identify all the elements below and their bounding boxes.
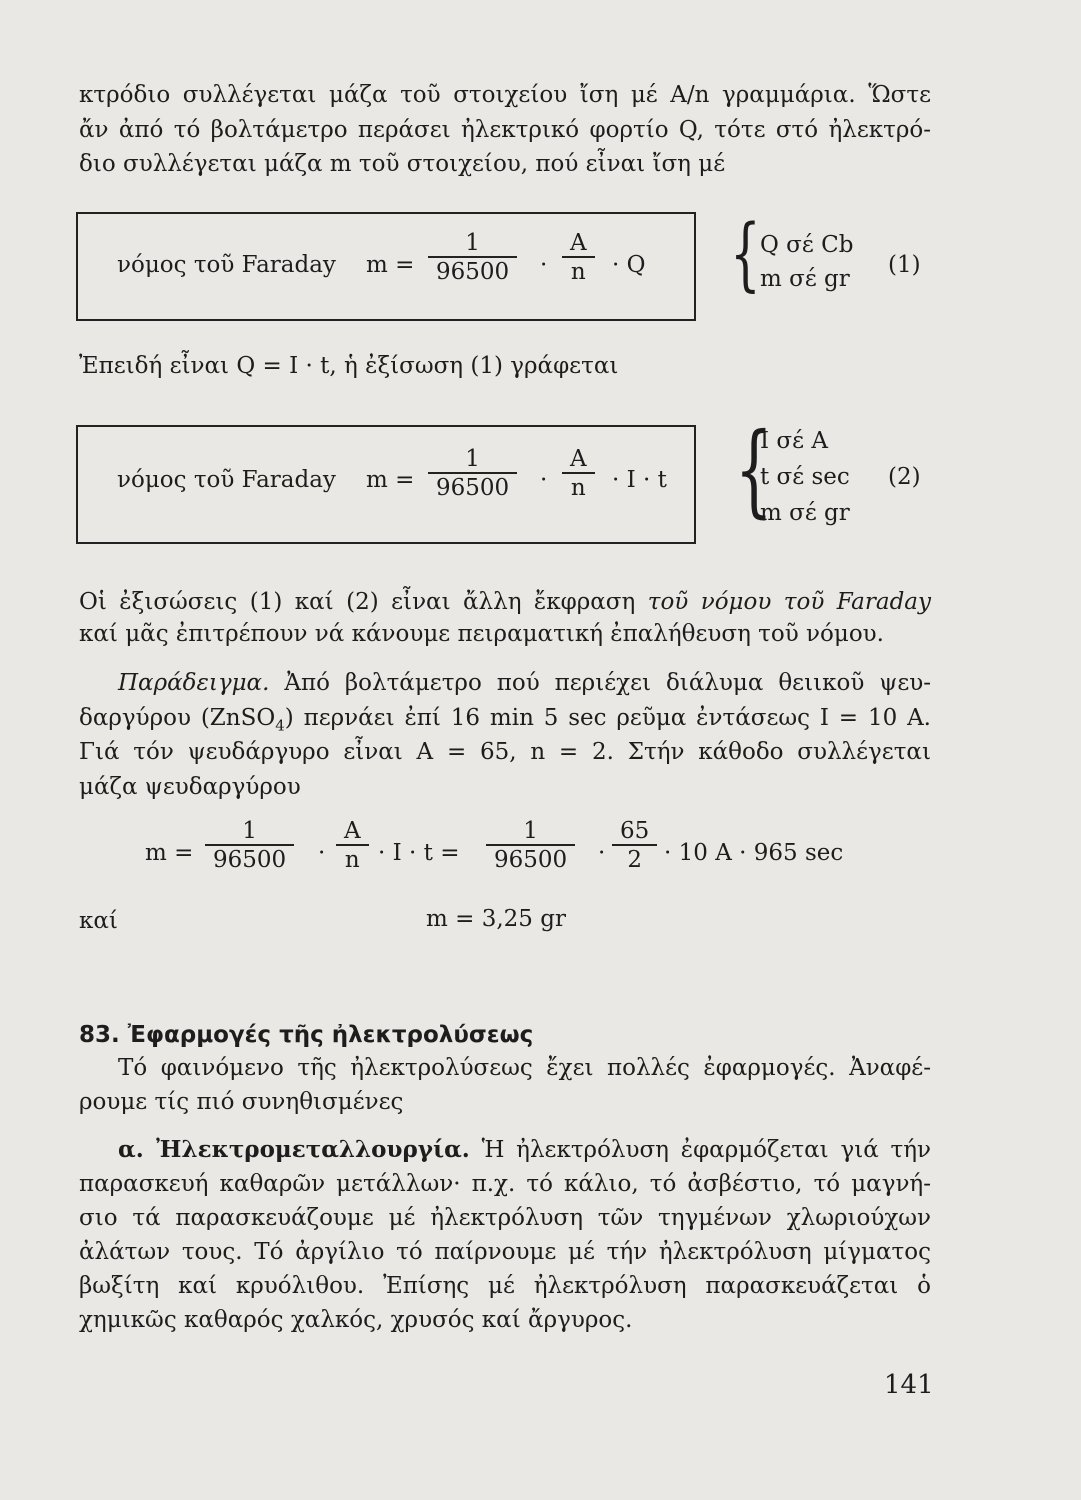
eq3-frac2-den: n [344, 847, 360, 873]
eq3-mid: · I · t = [378, 840, 460, 866]
example-text: Ἀπό βολτάμετρο πού περιέχει διάλυμα θειικοῦ ψευ- [284, 670, 931, 696]
eq3-fraction-2 [336, 818, 369, 874]
paragraph-line: κτρόδιο συλλέγεται μάζα τοῦ στοιχείου ἴση μέ A/n γραμμάρια. Ὥστε [79, 82, 931, 108]
eq3-frac4-num: 65 [620, 818, 650, 844]
item-a-line: παρασκευή καθαρῶν μετάλλων· π.χ. τό κάλιο, τό ἀσβέστιο, τό μαγνή- [79, 1171, 931, 1197]
result-value: m = 3,25 gr [426, 906, 566, 932]
item-a-line: σιο τά παρασκευάζουμε μέ ἠλεκτρόλυση τῶν τηγμένων χλωριούχων [79, 1205, 931, 1231]
eq2-dot: · [540, 467, 548, 493]
paragraph-line: Τό φαινόμενο τῆς ἠλεκτρολύσεως ἔχει πολλές ἐφαρμογές. Ἀναφέ- [118, 1055, 931, 1081]
eq3-frac3-den: 96500 [494, 847, 568, 873]
eq1-unit: Q σέ Cb [760, 232, 854, 258]
example-line [118, 668, 931, 698]
eq2-fraction-1 [428, 446, 517, 502]
eq1-frac2-den: n [570, 259, 586, 285]
eq3-fraction-1 [205, 818, 294, 874]
eq3-lhs: m = [145, 840, 194, 866]
eq1-frac1-num: 1 [465, 230, 480, 256]
item-a-line [118, 1135, 931, 1165]
page-number: 141 [884, 1370, 934, 1400]
eq1-frac1-den: 96500 [436, 259, 510, 285]
example-line: Γιά τόν ψευδάργυρο εἶναι A = 65, n = 2. Στήν κάθοδο συλλέγεται [79, 739, 931, 765]
item-a-line: ἀλάτων τους. Τό ἀργίλιο τό παίρνουμε μέ τήν ἠλεκτρόλυση μίγματος [79, 1239, 931, 1265]
eq2-fraction-2 [562, 446, 595, 502]
item-a-line: βωξίτη καί κρυόλιθου. Ἐπίσης μέ ἠλεκτρόλυση παρασκευάζεται ὁ [79, 1273, 931, 1299]
eq3-frac3-num: 1 [523, 818, 538, 844]
example-text: δαργύρου (ZnSO [79, 705, 276, 731]
eq2-unit: m σέ gr [760, 500, 850, 526]
eq2-label: νόμος τοῦ Faraday [117, 467, 336, 493]
eq1-frac2-num: A [570, 230, 587, 256]
paragraph2-italic: τοῦ νόμου τοῦ Faraday [647, 589, 931, 615]
eq1-fraction-1 [428, 230, 517, 286]
section-title: Ἐφαρμογές τῆς ἠλεκτρολύσεως [127, 1022, 534, 1048]
eq3-frac2-num: A [344, 818, 361, 844]
section-heading [79, 1022, 533, 1048]
eq2-brace: { [734, 411, 773, 528]
eq3-frac4-den: 2 [627, 847, 642, 873]
example-line [79, 703, 931, 741]
paragraph-line [79, 587, 931, 617]
section-number: 83. [79, 1022, 120, 1048]
paragraph-line: ἄν ἀπό τό βολτάμετρο περάσει ἠλεκτρικό φορτίο Q, τότε στό ἠλεκτρό- [79, 117, 931, 143]
eq1-tail: · Q [612, 252, 646, 278]
eq2-unit: t σέ sec [760, 464, 850, 490]
eq3-tail: · 10 A · 965 sec [664, 840, 844, 866]
eq1-lhs: m = [366, 252, 415, 278]
eq1-dot: · [540, 252, 548, 278]
eq1-fraction-2 [562, 230, 595, 286]
paragraph-line: Ἐπειδή εἶναι Q = I · t, ἡ ἐξίσωση (1) γράφεται [79, 353, 619, 379]
eq3-dot: · [318, 840, 326, 866]
eq2-number: (2) [888, 464, 921, 490]
eq1-label: νόμος τοῦ Faraday [117, 252, 336, 278]
example-text: ) περνάει ἐπί 16 min 5 sec ρεῦμα ἐντάσεως I = 10 A. [284, 705, 931, 731]
paragraph-line: καί μᾶς ἐπιτρέπουν νά κάνουμε πειραματική ἐπαλήθευση τοῦ νόμου. [79, 621, 884, 647]
result-kai: καί [79, 908, 118, 934]
example-line: μάζα ψευδαργύρου [79, 774, 301, 800]
eq3-fraction-4 [612, 818, 657, 874]
eq2-frac1-num: 1 [465, 446, 480, 472]
paragraph2-text: Οἱ ἐξισώσεις (1) καί (2) εἶναι ἄλλη ἔκφραση [79, 589, 636, 615]
paragraph-line: ρουμε τίς πιό συνηθισμένες [79, 1089, 404, 1115]
eq2-unit: I σέ A [760, 428, 828, 454]
eq1-number: (1) [888, 252, 921, 278]
item-a-text: Ἡ ἠλεκτρόλυση ἐφαρμόζεται γιά τήν [481, 1137, 931, 1163]
eq3-dot: · [598, 840, 606, 866]
eq3-frac1-den: 96500 [213, 847, 287, 873]
subscript: 4 [275, 716, 285, 735]
eq2-frac2-num: A [570, 446, 587, 472]
eq2-tail: · I · t [612, 467, 667, 493]
eq1-unit: m σέ gr [760, 266, 850, 292]
item-a-line: χημικῶς καθαρός χαλκός, χρυσός καί ἄργυρος. [79, 1307, 633, 1333]
eq2-lhs: m = [366, 467, 415, 493]
eq2-frac2-den: n [570, 475, 586, 501]
eq2-frac1-den: 96500 [436, 475, 510, 501]
paragraph-line: διο συλλέγεται μάζα m τοῦ στοιχείου, πού εἶναι ἴση μέ [79, 151, 726, 177]
example-label: Παράδειγμα. [118, 670, 270, 696]
eq3-fraction-3 [486, 818, 575, 874]
item-a-title: α. Ἠλεκτρομεταλλουργία. [118, 1136, 470, 1163]
eq1-brace: { [730, 207, 761, 300]
eq3-frac1-num: 1 [242, 818, 257, 844]
